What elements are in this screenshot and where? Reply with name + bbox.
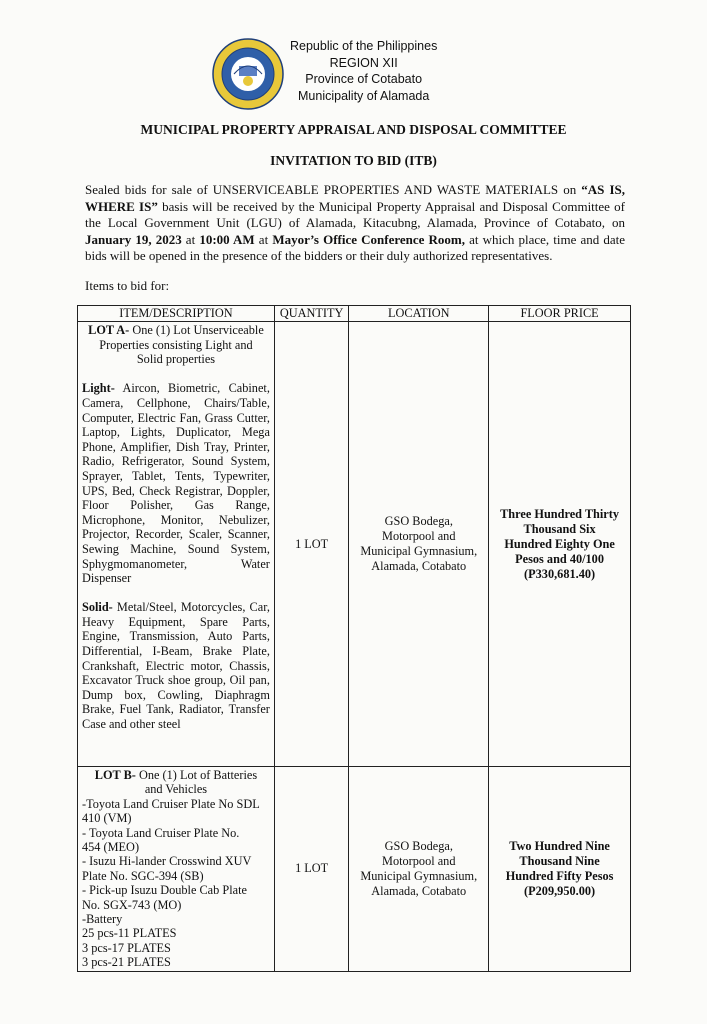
lot-b-item: - Isuzu Hi-lander Crosswind XUV [82, 854, 252, 869]
lot-a-price-line: (P330,681.40) [524, 566, 596, 581]
lot-b-location-line: Municipal Gymnasium, [360, 868, 478, 883]
lot-b-item: 3 pcs-21 PLATES [82, 955, 171, 970]
lot-b-title-rest: One (1) Lot of Batteries [135, 768, 258, 782]
intro-as-is: “AS IS, WHERE IS” [85, 182, 625, 214]
intro-text-3: at [181, 231, 200, 247]
items-label: Items to bid for: [85, 278, 170, 293]
lot-b-item: -Battery [82, 912, 123, 927]
table-row-lot-b [78, 767, 631, 972]
lot-b-item: 25 pcs-11 PLATES [82, 926, 177, 941]
lot-b-price-line: Two Hundred Nine [509, 838, 610, 853]
header-quantity: QUANTITY [274, 306, 348, 322]
lot-a-location [349, 322, 489, 767]
solid-label: Solid- [82, 600, 113, 615]
lot-a-price-line: Pesos and 40/100 [515, 551, 604, 566]
lot-b-location-line: Alamada, Cotabato [371, 883, 467, 898]
intro-paragraph [85, 182, 625, 265]
lot-a-title-line3: Solid properties [136, 352, 216, 367]
lot-a-price-line: Hundred Eighty One [504, 536, 615, 551]
lot-b-item: No. SGX-743 (MO) [82, 897, 182, 912]
lot-a-floor-price [489, 322, 631, 767]
lot-b-item: - Pick-up Isuzu Double Cab Plate [82, 883, 247, 898]
lot-a-location-line: Municipal Gymnasium, [360, 544, 478, 558]
lot-b-location [349, 767, 489, 972]
bid-items-table [77, 305, 631, 972]
lot-a-location-line: Alamada, Cotabato [371, 559, 467, 573]
letterhead [0, 38, 707, 108]
lot-b-floor-price [489, 767, 631, 972]
lot-a-description [78, 322, 275, 767]
lot-b-description [78, 767, 275, 972]
lot-b-price-line: Hundred Fifty Pesos [505, 868, 614, 883]
lot-b-title: LOT B- [94, 768, 136, 782]
lot-a-price-line: Thousand Six [523, 521, 596, 536]
lot-b-location-line: GSO Bodega, [384, 838, 453, 853]
lot-b-item: 454 (MEO) [82, 840, 140, 855]
lot-b-item: -Toyota Land Cruiser Plate No SDL [82, 796, 260, 811]
lot-a-title-rest: One (1) Lot Unserviceable [129, 323, 264, 337]
municipality-line: Municipality of Alamada [298, 88, 430, 103]
lot-b-title-line2: and Vehicles [144, 782, 208, 797]
lot-b-item: 410 (VM) [82, 811, 132, 826]
light-label: Light- [82, 381, 115, 396]
lot-a-title: LOT A- [88, 323, 130, 337]
table-row-lot-a [78, 322, 631, 767]
lot-a-quantity: 1 LOT [274, 322, 348, 767]
lot-b-price-line: (P209,950.00) [524, 883, 596, 898]
header-item-description: ITEM/DESCRIPTION [78, 306, 275, 322]
republic-line: Republic of the Philippines [290, 39, 438, 53]
intro-text-5: at which place, time and date bids will be opened in the presence of the bidders or their duly authorized representatives. [85, 231, 625, 264]
header-location: LOCATION [349, 306, 489, 322]
lot-a-location-line: Motorpool and [382, 529, 456, 543]
intro-venue: Mayor’s Office Conference Room, [272, 231, 465, 247]
intro-text-4: at [254, 231, 273, 247]
lot-b-location-line: Motorpool and [382, 853, 456, 868]
lot-b-item: - Toyota Land Cruiser Plate No. [82, 825, 240, 840]
solid-items: Metal/Steel, Motorcycles, Car, Heavy Equipment, Spare Parts, Engine, Transmission, Auto Parts, Differential, I-Beam, Brake Plate, Crankshaft, Electric motor, Chassis, Excavator Truck shoe group, Oil pan, Dump box, Cowling, Diaphragm Brake, Fuel Tank, Radiator, Transfer Case and other steel [82, 600, 270, 732]
region-line: REGION XII [329, 55, 398, 70]
intro-text-2: basis will be received by the Municipal Property Appraisal and Disposal Committee of the Local Government Unit (LGU) of Alamada, Kitacubng, Alamada, Province of Cotabato, on [85, 198, 625, 231]
intro-time: 10:00 AM [199, 231, 255, 247]
province-line: Province of Cotabato [305, 72, 423, 86]
committee-title: MUNICIPAL PROPERTY APPRAISAL AND DISPOSAL COMMITTEE [140, 122, 567, 137]
intro-date: January 19, 2023 [85, 231, 182, 247]
lot-b-item: Plate No. SGC-394 (SB) [82, 868, 204, 883]
itb-title: INVITATION TO BID (ITB) [270, 153, 437, 168]
lot-a-price-line: Three Hundred Thirty [500, 506, 620, 521]
intro-text-1: Sealed bids for sale of UNSERVICEABLE PROPERTIES AND WASTE MATERIALS on [85, 182, 582, 197]
municipal-seal-icon [212, 38, 284, 110]
lot-b-item: 3 pcs-17 PLATES [82, 940, 171, 955]
letterhead-text [290, 38, 437, 104]
lot-a-title-line2: Properties consisting Light and [99, 337, 253, 352]
lot-a-location-line: GSO Bodega, [384, 514, 453, 528]
table-header-row [78, 306, 631, 322]
light-items: Aircon, Biometric, Cabinet, Camera, Cellphone, Chairs/Table, Computer, Electric Fan, Grass Cutter, Laptop, Lights, Duplicator, Mega Phone, Amplifier, Dish Tray, Printer, Radio, Refrigerator, Sound System, Sprayer, Tablet, Tents, Typewriter, UPS, Bed, Check Registrar, Doppler, Floor Polisher, Gas Range, Microphone, Monitor, Nebulizer, Projector, Recorder, Scaler, Scanner, Sewing Machine, Sound System, Sphygmomanometer, Water Dispenser [82, 381, 270, 586]
lot-b-quantity: 1 LOT [274, 767, 348, 972]
lot-b-price-line: Thousand Nine [519, 853, 600, 868]
header-floor-price: FLOOR PRICE [489, 306, 631, 322]
